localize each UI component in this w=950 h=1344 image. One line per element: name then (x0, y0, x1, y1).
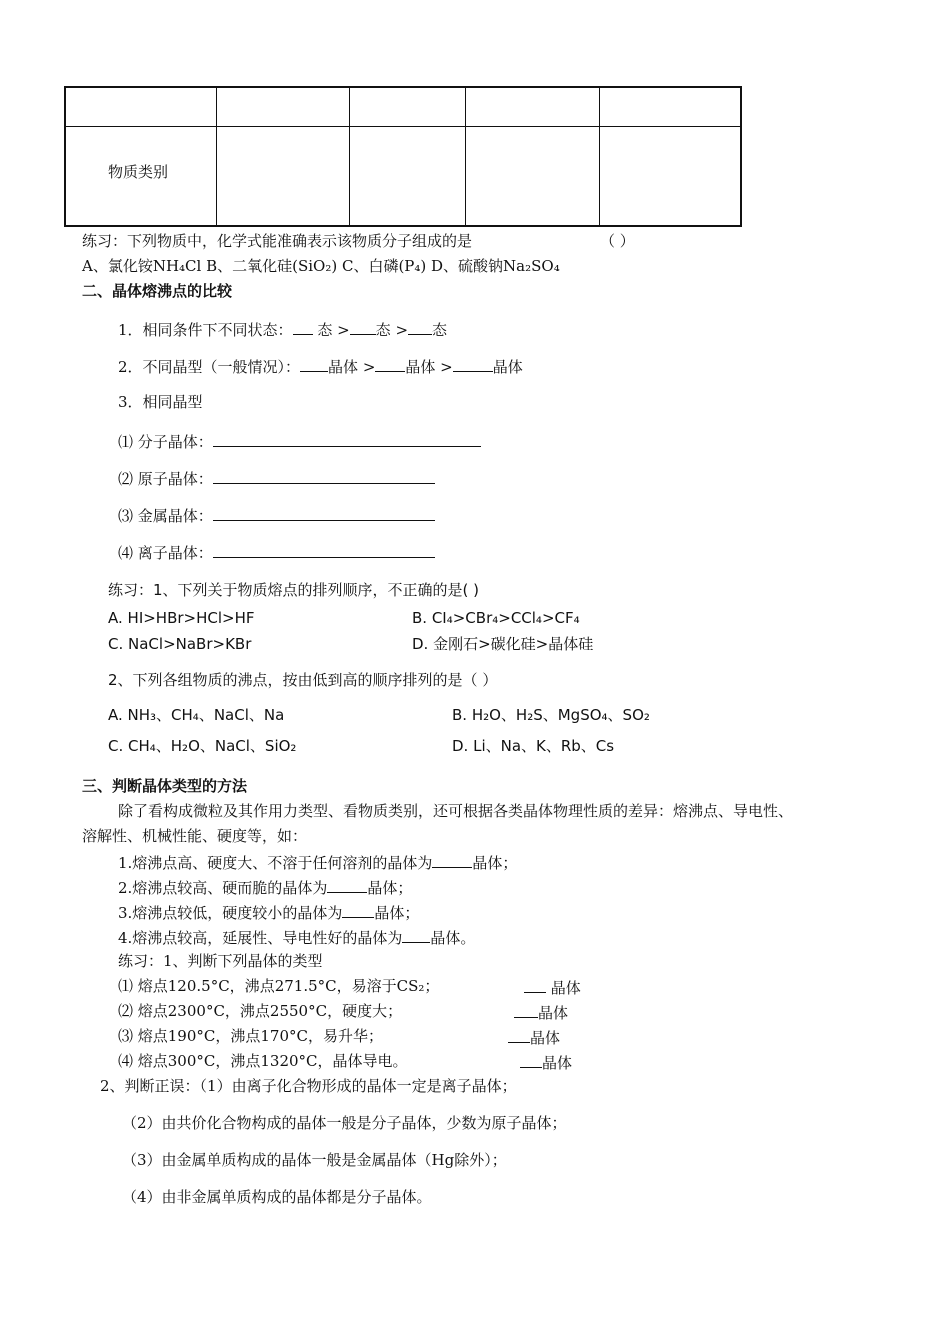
answer-blank[interactable] (300, 355, 328, 372)
sub-item-label: ⑵ 原子晶体： (118, 470, 213, 488)
rule-text: 3.熔沸点较低，硬度较小的晶体为 (118, 904, 343, 922)
rule-line (118, 851, 517, 873)
table-cell (350, 127, 466, 227)
answer-blank[interactable] (213, 504, 435, 521)
table-cell (466, 87, 600, 127)
answer-blank[interactable] (213, 541, 435, 558)
answer-blank[interactable] (293, 318, 313, 335)
item-text: 2．不同晶型（一般情况）： (118, 358, 301, 376)
answer-blank[interactable] (432, 851, 472, 868)
sub-item-label: ⑴ 分子晶体： (118, 433, 213, 451)
judge-statement: （2）由共价化合物构成的晶体一般是分子晶体，少数为原子晶体； (122, 1114, 567, 1132)
table-cell (65, 87, 217, 127)
sub-item (118, 504, 435, 526)
item-text: 晶体 > (405, 358, 453, 376)
rule-text: 1.熔沸点高、硬度大、不溶于任何溶剂的晶体为 (118, 854, 433, 872)
table-row (65, 127, 741, 227)
sub-item (118, 467, 435, 489)
section-title: 二、晶体熔沸点的比较 (82, 282, 233, 300)
crystal-comparison-table (64, 86, 742, 227)
answer-blank[interactable] (524, 976, 546, 993)
option-d: D. 金刚石>碳化硅>晶体硅 (412, 635, 594, 653)
option-a: A. NH₃、CH₄、NaCl、Na (108, 706, 285, 724)
crystal-word: 晶体 (538, 1004, 569, 1022)
sub-item-label: ⑶ 金属晶体： (118, 507, 213, 525)
sub-item (118, 430, 481, 452)
case-answer (524, 976, 581, 998)
rule-suffix: 晶体； (472, 854, 518, 872)
table-cell (600, 127, 742, 227)
answer-blank[interactable] (213, 430, 481, 447)
exercise-options: A、氯化铵NH₄Cl B、二氧化硅(SiO₂) C、白磷(P₄) D、硫酸钠Na₂SO₄ (82, 257, 560, 275)
answer-blank[interactable] (508, 1026, 530, 1043)
table-cell (217, 127, 350, 227)
exercise-question: 2、下列各组物质的沸点，按由低到高的顺序排列的是（ ） (108, 671, 498, 689)
answer-blank[interactable] (342, 901, 374, 918)
paragraph-line: 除了看构成微粒及其作用力类型、看物质类别，还可根据各类晶体物理性质的差异：熔沸点、导电性、 (118, 802, 794, 820)
answer-blank[interactable] (453, 355, 493, 372)
judge-statement: （4）由非金属单质构成的晶体都是分子晶体。 (122, 1188, 432, 1206)
table-row (65, 87, 741, 127)
table-cell (350, 87, 466, 127)
table-cell (65, 127, 217, 227)
item-text: 态 (432, 321, 448, 339)
item-text: 晶体 (492, 358, 523, 376)
case-line: ⑶ 熔点190°C，沸点170°C，易升华； (118, 1027, 383, 1045)
section-title: 三、判断晶体类型的方法 (82, 777, 248, 795)
table-cell (466, 127, 600, 227)
judge-head: 2、判断正误：（1）由离子化合物形成的晶体一定是离子晶体； (100, 1077, 517, 1095)
paragraph-line: 溶解性、机械性能、硬度等，如： (82, 827, 308, 845)
answer-blank[interactable] (350, 318, 376, 335)
case-line: ⑷ 熔点300°C，沸点1320°C，晶体导电。 (118, 1052, 408, 1070)
rule-line (118, 901, 419, 923)
option-b: B. CI₄>CBr₄>CCl₄>CF₄ (412, 609, 580, 627)
sub-item (118, 541, 435, 563)
item-text: 态 > (317, 321, 350, 339)
item-types (118, 355, 523, 377)
option-b: B. H₂O、H₂S、MgSO₄、SO₂ (452, 706, 650, 724)
rule-line (118, 876, 412, 898)
item-text: 态 > (375, 321, 409, 339)
table-cell (217, 87, 350, 127)
item-text: 晶体 > (328, 358, 376, 376)
answer-blank[interactable] (213, 467, 435, 484)
item-same-type: 3．相同晶型 (118, 393, 203, 411)
table-cell (600, 87, 742, 127)
crystal-word: 晶体 (542, 1054, 573, 1072)
item-text: 1．相同条件下不同状态： (118, 321, 293, 339)
option-c: C. NaCl>NaBr>KBr (108, 635, 252, 653)
exercise-question: 练习：1、下列关于物质熔点的排列顺序，不正确的是( ) (108, 581, 480, 599)
rule-text: 2.熔沸点较高、硬而脆的晶体为 (118, 879, 328, 897)
case-answer (508, 1026, 560, 1048)
rule-line (118, 926, 475, 948)
answer-blank[interactable] (514, 1001, 538, 1018)
answer-paren: （ ） (600, 232, 635, 250)
exercise-prompt: 练习：1、判断下列晶体的类型 (118, 952, 323, 970)
answer-blank[interactable] (375, 355, 405, 372)
judge-statement: （3）由金属单质构成的晶体一般是金属晶体（Hg除外）； (122, 1151, 507, 1169)
answer-blank[interactable] (402, 926, 430, 943)
rule-suffix: 晶体； (367, 879, 413, 897)
option-a: A. HI>HBr>HCl>HF (108, 609, 255, 627)
case-line: ⑴ 熔点120.5°C，沸点271.5°C，易溶于CS₂； (118, 977, 440, 995)
answer-blank[interactable] (520, 1051, 542, 1068)
answer-blank[interactable] (408, 318, 432, 335)
rule-suffix: 晶体。 (430, 929, 476, 947)
crystal-word: 晶体 (530, 1029, 561, 1047)
case-answer (520, 1051, 572, 1073)
answer-blank[interactable] (327, 876, 367, 893)
rule-suffix: 晶体； (374, 904, 420, 922)
case-answer (514, 1001, 568, 1023)
row-label: 物质类别 (108, 163, 169, 181)
rule-text: 4.熔沸点较高，延展性、导电性好的晶体为 (118, 929, 403, 947)
option-c: C. CH₄、H₂O、NaCl、SiO₂ (108, 737, 297, 755)
option-d: D. Li、Na、K、Rb、Cs (452, 737, 615, 755)
case-line: ⑵ 熔点2300°C，沸点2550°C，硬度大； (118, 1002, 403, 1020)
item-states (118, 318, 447, 340)
sub-item-label: ⑷ 离子晶体： (118, 544, 213, 562)
crystal-word: 晶体 (550, 979, 581, 997)
exercise-prompt: 练习：下列物质中，化学式能准确表示该物质分子组成的是 (82, 232, 473, 250)
